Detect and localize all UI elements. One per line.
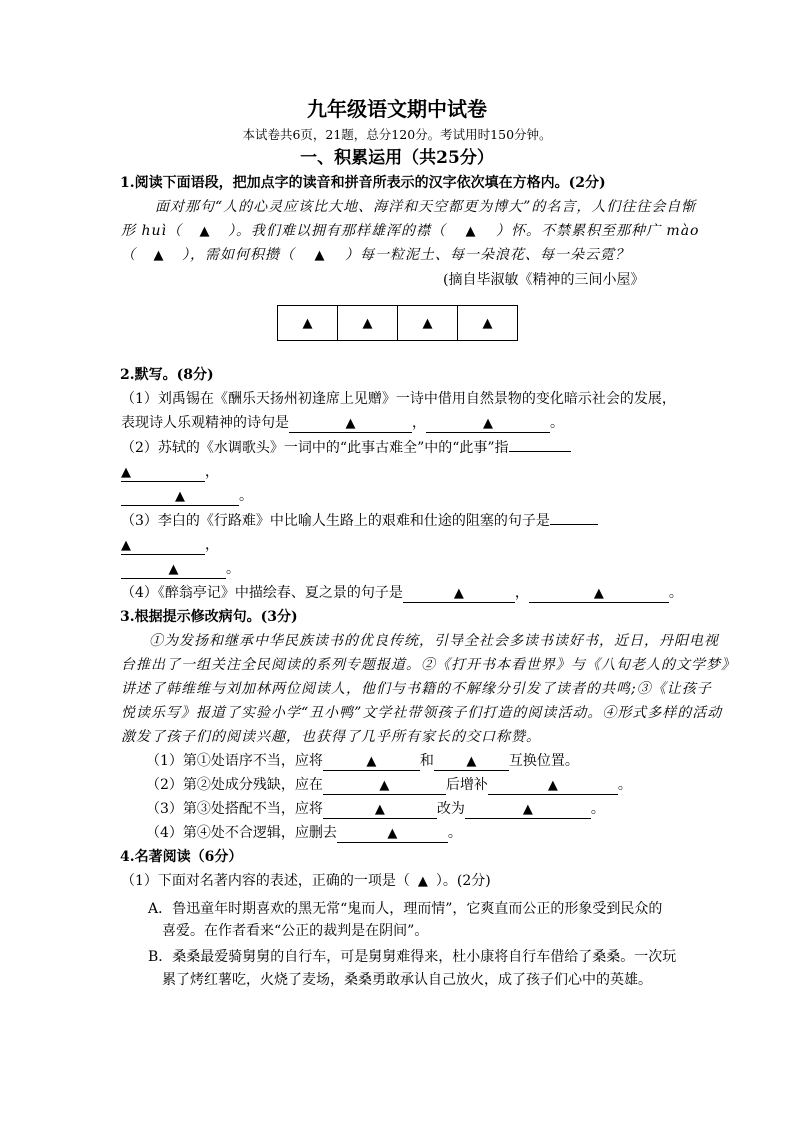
q4-option-a-line1: A．鲁迅童年时期喜欢的黑无常“鬼而人，理而情”，它爽直而公正的形象受到民众的 <box>148 901 663 917</box>
q4-heading: 4.名著阅读（6分） <box>120 849 243 865</box>
q4-option-b-line2: 累了烤红薯吃，火烧了麦场，桑桑勇敢承认自己放火，成了孩子们心中的英雄。 <box>162 972 652 988</box>
section-heading: 一、积累运用（共25分） <box>300 148 494 168</box>
q3-passage-line3: 讲述了韩维维与刘加林两位阅读人，他们与书籍的不解缘分引发了读者的共鸣;③《让孩子 <box>121 681 712 697</box>
q3-passage-line5: 激发了孩子们的阅读兴趣，也获得了几乎所有家长的交口称赞。 <box>121 729 541 745</box>
fill-blank[interactable]: ▲ <box>121 464 205 482</box>
q4-sub1: （1）下面对名著内容的表述，正确的一项是（ ▲ ）。(2分) <box>121 873 491 889</box>
answer-box-2[interactable]: ▲ <box>338 306 398 341</box>
fill-blank[interactable] <box>509 451 571 452</box>
q2-item2: （2）苏轼的《水调歌头》一词中的“此事古难全”中的“此事”指 <box>121 439 571 457</box>
q3-sub4: （4）第④处不合逻辑，应删去 ▲ 。 <box>146 825 462 841</box>
fill-blank[interactable]: ▲ <box>426 415 550 433</box>
exam-info: 本试卷共6页，21题，总分120分。考试用时150分钟。 <box>242 127 552 142</box>
answer-grid <box>277 305 518 341</box>
q2-heading: 2.默写。(8分) <box>120 367 214 383</box>
fill-blank[interactable]: ▲ <box>403 585 515 603</box>
q3-sub2: （2）第②处成分残缺，应在 ▲ 后增补 ▲ 。 <box>146 777 632 793</box>
q4-option-a-line2: 喜爱。在作者看来“公正的裁判是在阴间”。 <box>162 923 429 939</box>
answer-box-3[interactable]: ▲ <box>398 306 458 341</box>
fill-blank[interactable]: ▲ <box>529 585 669 603</box>
answer-box-4[interactable]: ▲ <box>458 306 518 341</box>
exam-title: 九年级语文期中试卷 <box>307 97 487 121</box>
fill-blank[interactable]: ▲ <box>121 537 205 555</box>
q3-heading: 3.根据提示修改病句。(3分) <box>120 609 298 625</box>
fill-blank[interactable]: ▲ <box>337 825 448 843</box>
q3-sub3: （3）第③处搭配不当，应将 ▲ 改为 ▲ 。 <box>146 801 605 817</box>
answer-blank-4[interactable]: ▲ <box>314 248 326 263</box>
q1-passage-line1: 面对那句“人的心灵应该比大地、海洋和天空都更为博大”的名言，人们往往会自惭 <box>155 199 697 215</box>
q2-item1-line1: （1）刘禹锡在《酬乐天扬州初逢席上见赠》一诗中借用自然景物的变化暗示社会的发展， <box>121 391 676 407</box>
q3-passage-line1: ①为发扬和继承中华民族读书的优良传统，引导全社会多读书读好书，近日，丹阳电视 <box>149 633 719 649</box>
q2-item3-blank1: ▲ ， <box>121 537 219 553</box>
fill-blank[interactable]: ▲ <box>121 561 226 579</box>
fill-blank[interactable]: ▲ <box>488 777 618 795</box>
q2-item4: （4）《醉翁亭记》中描绘春、夏之景的句子是 ▲ ， ▲ 。 <box>121 585 683 601</box>
q1-passage-line3: （ ▲ ），需如何积攒（ ▲ ）每一粒泥土、每一朵浪花、每一朵云霓？ <box>121 247 630 263</box>
answer-blank-3[interactable]: ▲ <box>153 248 165 263</box>
fill-blank[interactable]: ▲ <box>323 777 446 795</box>
fill-blank[interactable]: ▲ <box>323 801 437 819</box>
q1-source: (摘自毕淑敏《精神的三间小屋》 <box>443 272 645 288</box>
q1-passage-line2: 形 huì（ ▲ ）。我们难以拥有那样雄浑的襟（ ▲ ）怀。不禁累积至那种广 mào <box>121 223 700 239</box>
q3-sub1: （1）第①处语序不当，应将 ▲ 和 ▲ 互换位置。 <box>146 753 579 769</box>
fill-blank[interactable]: ▲ <box>121 488 239 506</box>
choice-blank[interactable]: ▲ <box>417 874 428 889</box>
answer-box-1[interactable]: ▲ <box>278 306 338 341</box>
q2-item3-blank2: ▲ 。 <box>121 560 240 579</box>
q4-option-b-line1: B．桑桑最爱骑舅舅的自行车，可是舅舅难得来，杜小康将自行车借给了桑桑。一次玩 <box>148 949 677 965</box>
fill-blank[interactable]: ▲ <box>323 753 420 771</box>
fill-blank[interactable]: ▲ <box>289 415 412 433</box>
q2-item3: （3）李白的《行路难》中比喻人生路上的艰难和仕途的阻塞的句子是 <box>121 512 598 530</box>
q2-item2-blank1: ▲ ， <box>121 464 219 480</box>
answer-blank-1[interactable]: ▲ <box>199 224 211 239</box>
fill-blank[interactable] <box>550 524 598 525</box>
answer-blank-2[interactable]: ▲ <box>465 224 477 239</box>
q1-heading: 1.阅读下面语段，把加点字的读音和拼音所表示的汉字依次填在方格内。(2分) <box>120 175 606 191</box>
q2-item2-blank2: ▲ 。 <box>121 487 253 506</box>
q3-passage-line2: 台推出了一组关注全民阅读的系列专题报道。②《打开书本看世界》与《八旬老人的文学梦》 <box>121 657 736 673</box>
fill-blank[interactable]: ▲ <box>434 753 509 771</box>
q3-passage-line4: 悦读乐写》报道了实验小学“丑小鸭”文学社带领孩子们打造的阅读活动。④形式多样的活动 <box>121 705 723 721</box>
fill-blank[interactable]: ▲ <box>465 801 591 819</box>
q2-item1-line2: 表现诗人乐观精神的诗句是 ▲ ， ▲ 。 <box>121 415 564 431</box>
